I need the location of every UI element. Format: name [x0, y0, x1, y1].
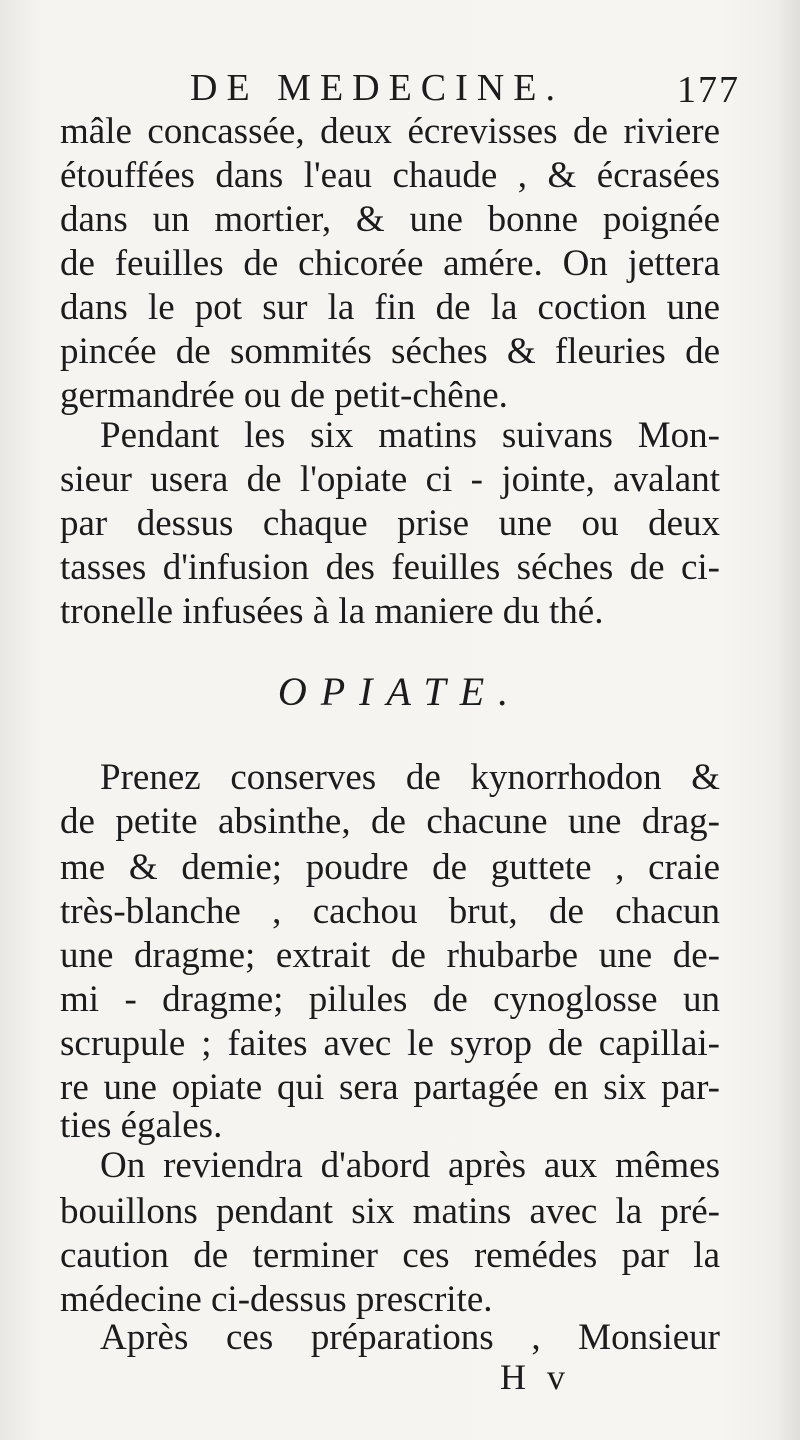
text-line: mi - dragme; pilules de cynoglosse un [60, 979, 720, 1020]
text-line: sieur usera de l'opiate ci - jointe, avalant [60, 459, 720, 500]
text-line: bouillons pendant six matins avec la pré- [60, 1191, 720, 1232]
text-line: tasses d'infusion des feuilles séches de ci- [60, 547, 720, 588]
text-line: par dessus chaque prise une ou deux [60, 503, 720, 544]
text-line: médecine ci-dessus prescrite. [60, 1279, 493, 1320]
text-line: très-blanche , cachou brut, de chacun [60, 891, 720, 932]
text-line: pincée de sommités séches & fleuries de [60, 331, 720, 372]
text-line: On reviendra d'abord après aux mêmes [100, 1145, 720, 1186]
text-line: étouffées dans l'eau chaude , & écrasées [60, 155, 720, 196]
page-number: 177 [677, 69, 740, 111]
text-line: Après ces préparations , Monsieur [100, 1317, 720, 1358]
text-line: de petite absinthe, de chacune une drag- [60, 801, 720, 842]
text-line: mâle concassée, deux écrevisses de riviere [60, 111, 720, 152]
text-line: caution de terminer ces remédes par la [60, 1235, 720, 1276]
text-line: Prenez conserves de kynorrhodon & [100, 757, 720, 798]
text-line: germandrée ou de petit-chêne. [60, 375, 508, 416]
text-line: me & demie; poudre de guttete , craie [60, 847, 720, 888]
text-line: tronelle infusées à la maniere du thé. [60, 591, 604, 632]
page-header [60, 66, 740, 116]
signature-mark: H v [500, 1357, 571, 1397]
section-title: OPIATE. [277, 669, 523, 714]
page-edge-shadow [776, 0, 800, 1440]
text-line: re une opiate qui sera partagée en six par- [60, 1067, 720, 1108]
text-line: scrupule ; faites avec le syrop de capillai- [60, 1023, 720, 1064]
text-line: Pendant les six matins suivans Mon- [100, 415, 720, 456]
text-line: dans le pot sur la fin de la coction une [60, 287, 720, 328]
text-line: de feuilles de chicorée amére. On jettera [60, 243, 720, 284]
text-line: une dragme; extrait de rhubarbe une de- [60, 935, 720, 976]
text-line: dans un mortier, & une bonne poignée [60, 199, 720, 240]
running-title: DE MEDECINE. [190, 67, 564, 109]
text-line: ties égales. [60, 1105, 223, 1146]
